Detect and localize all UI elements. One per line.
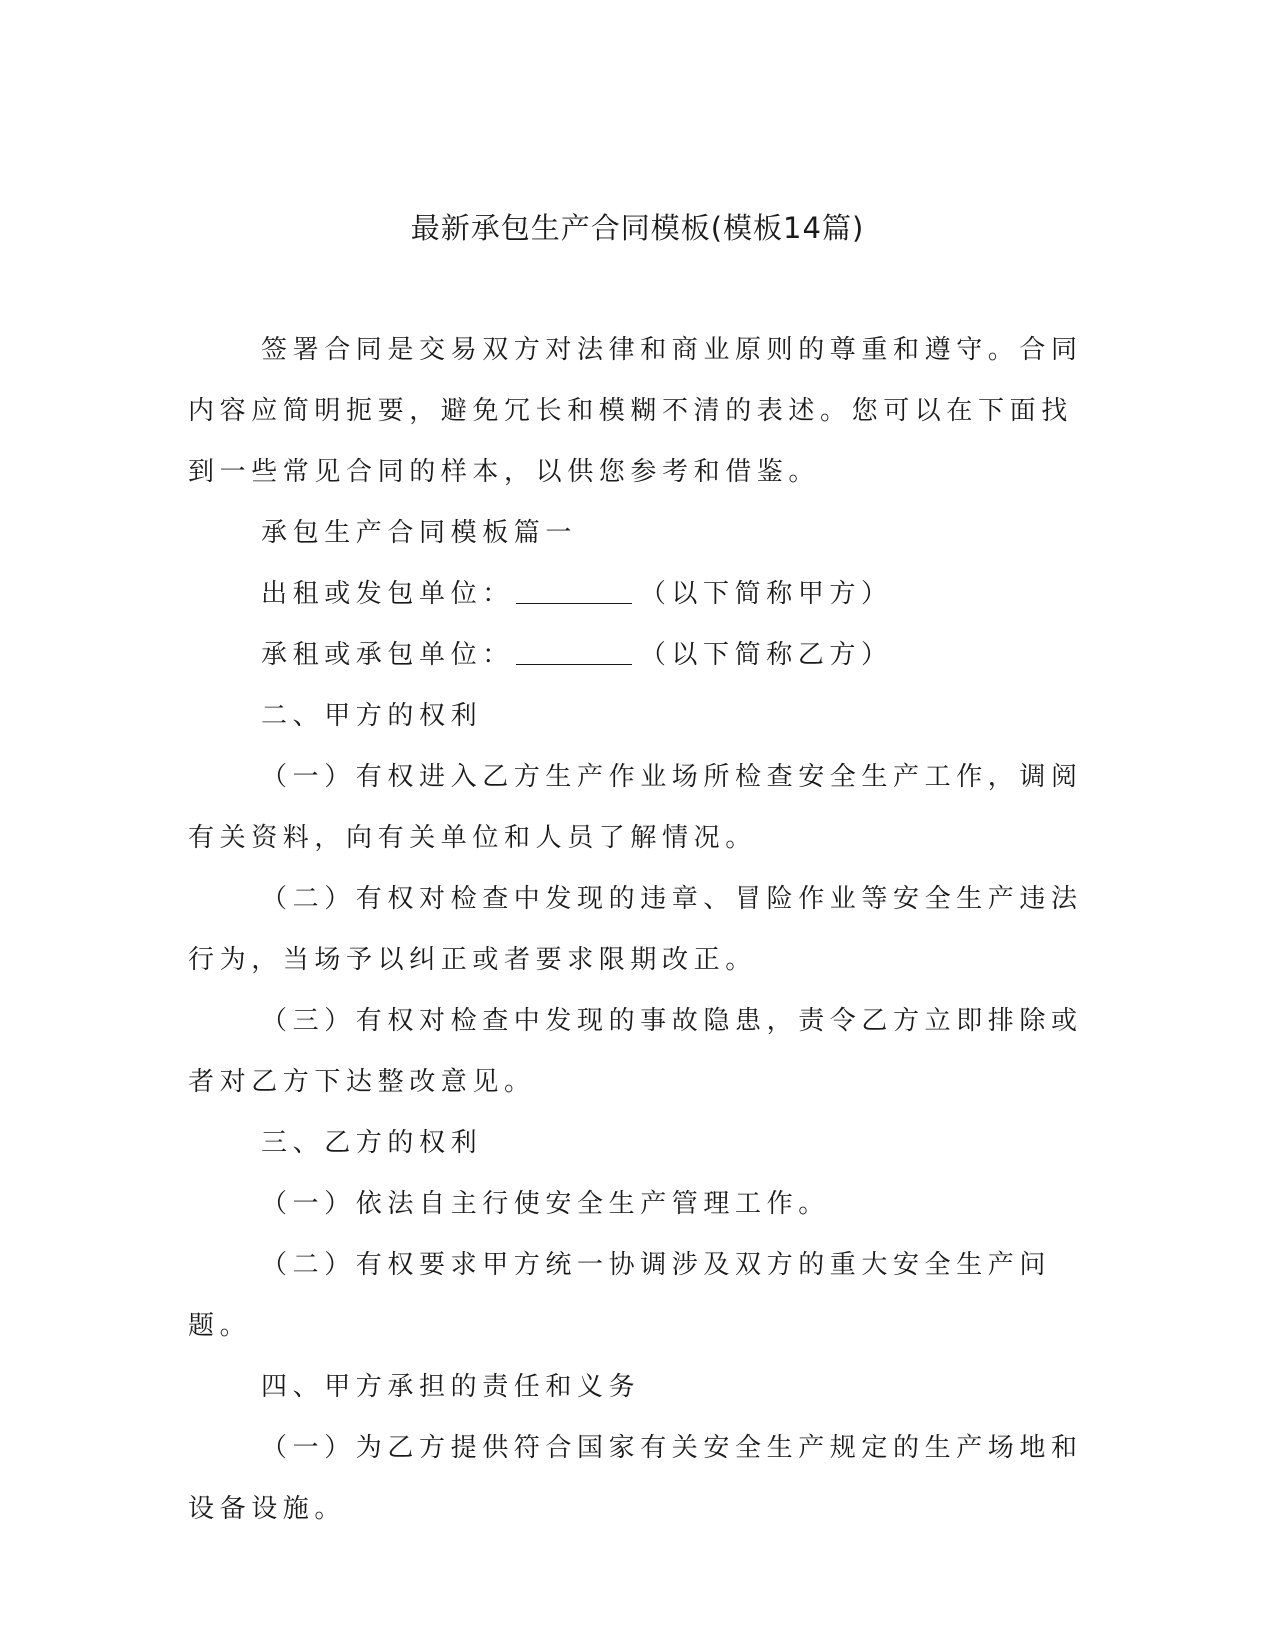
party-a-blank <box>516 577 632 604</box>
clause-2-1: （一）有权进入乙方生产作业场所检查安全生产工作，调阅有关资料，向有关单位和人员了解情况。 <box>188 762 1083 853</box>
party-b-line <box>188 625 1088 686</box>
clause-3-2: （二）有权要求甲方统一协调涉及双方的重大安全生产问题。 <box>188 1250 1052 1341</box>
party-a-line <box>188 564 1088 625</box>
party-a-suffix: （以下简称甲方） <box>639 579 893 609</box>
document-title: 最新承包生产合同模板(模板14篇) <box>410 211 865 245</box>
clause-2-2: （二）有权对检查中发现的违章、冒险作业等安全生产违法行为，当场予以纠正或者要求限期改正。 <box>188 884 1083 975</box>
intro-paragraph: 签署合同是交易双方对法律和商业原则的尊重和遵守。合同内容应简明扼要，避免冗长和模糊不清的表述。您可以在下面找到一些常见合同的样本，以供您参考和借鉴。 <box>188 335 1083 487</box>
party-b-suffix: （以下简称乙方） <box>639 640 893 670</box>
party-b-label: 承租或承包单位： <box>261 640 514 670</box>
party-a-label: 出租或发包单位： <box>261 579 514 609</box>
section-heading: 承包生产合同模板篇一 <box>261 518 578 548</box>
heading-party-b-rights: 三、乙方的权利 <box>261 1128 483 1158</box>
party-b-blank <box>516 638 632 665</box>
heading-party-a-duties: 四、甲方承担的责任和义务 <box>261 1372 641 1402</box>
clause-4-1: （一）为乙方提供符合国家有关安全生产规定的生产场地和设备设施。 <box>188 1433 1083 1524</box>
clause-3-1: （一）依法自主行使安全生产管理工作。 <box>261 1189 830 1219</box>
document-body <box>188 320 1088 1540</box>
heading-party-a-rights: 二、甲方的权利 <box>261 701 483 731</box>
clause-2-3: （三）有权对检查中发现的事故隐患，责令乙方立即排除或者对乙方下达整改意见。 <box>188 1006 1083 1097</box>
